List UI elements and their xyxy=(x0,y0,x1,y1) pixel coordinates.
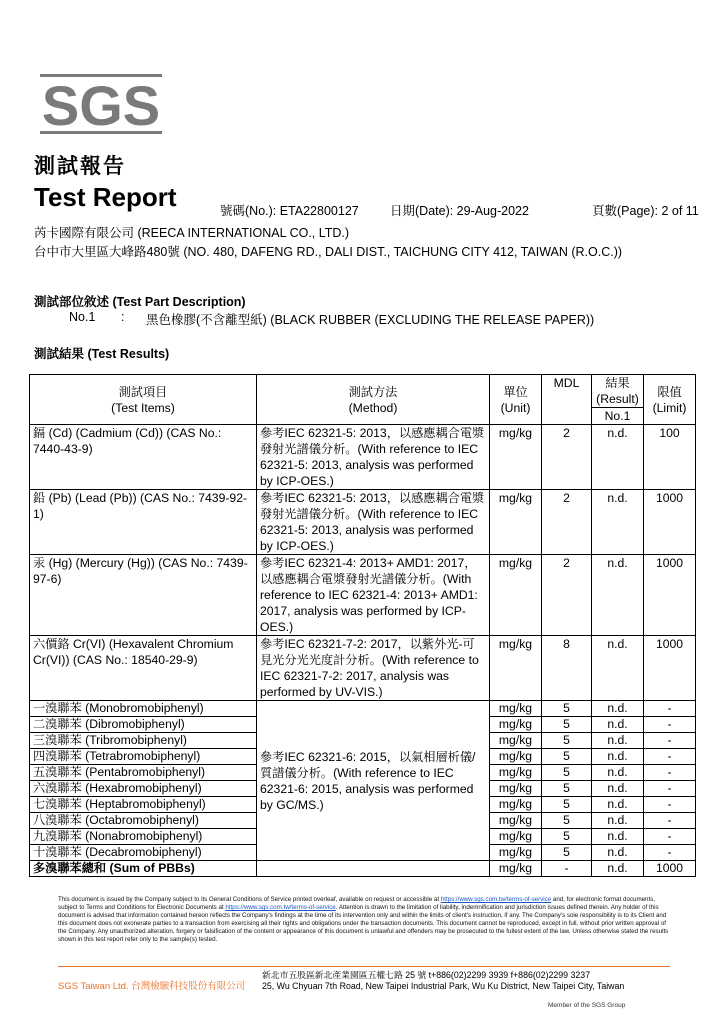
cell-item: 一溴聯苯 (Monobromobiphenyl) xyxy=(30,701,257,717)
cell-limit: - xyxy=(644,781,696,797)
cell-mdl: 5 xyxy=(542,781,592,797)
cell-limit: - xyxy=(644,829,696,845)
cell-method-empty xyxy=(257,861,490,877)
header-method-zh: 測試方法 xyxy=(348,384,398,399)
cell-method: 參考IEC 62321-7-2: 2017，以紫外光-可見光分光光度計分析。(With reference to IEC 62321-7-2: 2017, analysis was performed by UV-VIS.) xyxy=(257,636,490,701)
header-result-no: No.1 xyxy=(592,408,644,425)
header-unit-en: (Unit) xyxy=(500,400,531,415)
cell-mdl: 2 xyxy=(542,555,592,636)
cell-mdl: 5 xyxy=(542,813,592,829)
cell-pbb-method: 參考IEC 62321-6: 2015，以氣相層析儀/質譜儀分析。(With reference to IEC 62321-6: 2015, analysis was performed by GC/MS.) xyxy=(257,701,490,861)
cell-result: n.d. xyxy=(592,490,644,555)
cell-result: n.d. xyxy=(592,861,644,877)
cell-result: n.d. xyxy=(592,765,644,781)
header-mdl: MDL xyxy=(542,375,592,425)
test-results-heading: 測試結果 (Test Results) xyxy=(34,347,170,361)
cell-mdl: 2 xyxy=(542,425,592,490)
header-test-items xyxy=(30,375,257,425)
report-date: 日期(Date): 29-Aug-2022 xyxy=(390,204,529,218)
cell-method: 參考IEC 62321-5: 2013，以感應耦合電漿發射光譜儀分析。(With reference to IEC 62321-5: 2013, analysis was performed by ICP-OES.) xyxy=(257,425,490,490)
cell-result: n.d. xyxy=(592,717,644,733)
footer-note-3: . Attention is drawn to the limitation of liability, indemnification and jurisdiction issues defined therein. Any holder of this document is advised that information contained hereon reflects the Company's findings at the time of its intervention only and within the limits of client's instruction, if any. The Company's sole responsibility is to its Client and this document does not exonerate parties to a transaction from exercising all their rights and obligations under the transaction documents. This document cannot be reproduced, except in full, without prior written approval of the Company. Any unauthorized alteration, forgery or falsification of the content or appearance of this document is unlawful and offenders may be prosecuted to the fullest extent of the law. Unless otherwise stated the results shown in this test report refer only to the sample(s) tested. xyxy=(58,903,669,943)
cell-limit: - xyxy=(644,813,696,829)
cell-limit: 1000 xyxy=(644,555,696,636)
footer-address-en: 25, Wu Chyuan 7th Road, New Taipei Industrial Park, Wu Ku District, New Taipei City, Taiwan xyxy=(262,981,625,991)
cell-result: n.d. xyxy=(592,797,644,813)
table-row-hexavalent-chromium xyxy=(30,636,696,701)
header-method-en: (Method) xyxy=(348,400,398,415)
cell-unit: mg/kg xyxy=(490,829,542,845)
terms-link-2[interactable]: https://www.sgs.com.tw/terms-of-service xyxy=(225,903,336,911)
cell-unit: mg/kg xyxy=(490,845,542,861)
footer-disclaimer xyxy=(58,896,670,943)
cell-result: n.d. xyxy=(592,749,644,765)
cell-unit: mg/kg xyxy=(490,701,542,717)
cell-item: 四溴聯苯 (Tetrabromobiphenyl) xyxy=(30,749,257,765)
sgs-logo xyxy=(40,70,162,136)
table-row-pbb-sum xyxy=(30,861,696,877)
cell-unit: mg/kg xyxy=(490,490,542,555)
cell-item: 六價鉻 Cr(VI) (Hexavalent Chromium Cr(VI)) (CAS No.: 18540-29-9) xyxy=(30,636,257,701)
cell-mdl: 2 xyxy=(542,490,592,555)
cell-item: 七溴聯苯 (Heptabromobiphenyl) xyxy=(30,797,257,813)
header-unit-zh: 單位 xyxy=(503,384,528,399)
sgs-logo-mark xyxy=(40,70,162,136)
cell-mdl: 5 xyxy=(542,717,592,733)
table-row-pbb xyxy=(30,701,696,717)
cell-limit: - xyxy=(644,701,696,717)
page-number: 頁數(Page): 2 of 11 xyxy=(592,204,699,218)
cell-mdl: - xyxy=(542,861,592,877)
company-name: 芮卡國際有限公司 (REECA INTERNATIONAL CO., LTD.) xyxy=(34,226,350,240)
cell-mdl: 5 xyxy=(542,829,592,845)
cell-result: n.d. xyxy=(592,701,644,717)
cell-result: n.d. xyxy=(592,781,644,797)
cell-method: 參考IEC 62321-5: 2013，以感應耦合電漿發射光譜儀分析。(With reference to IEC 62321-5: 2013, analysis was performed by ICP-OES.) xyxy=(257,490,490,555)
cell-item: 五溴聯苯 (Pentabromobiphenyl) xyxy=(30,765,257,781)
cell-limit: - xyxy=(644,749,696,765)
cell-result: n.d. xyxy=(592,636,644,701)
cell-result: n.d. xyxy=(592,733,644,749)
header-result xyxy=(592,375,644,408)
cell-limit: 1000 xyxy=(644,490,696,555)
cell-result: n.d. xyxy=(592,845,644,861)
cell-limit: - xyxy=(644,717,696,733)
cell-mdl: 5 xyxy=(542,845,592,861)
cell-item: 二溴聯苯 (Dibromobiphenyl) xyxy=(30,717,257,733)
header-limit-zh: 限值 xyxy=(657,384,682,399)
footer-note-2: and, for electronic format documents, subject to Terms and Conditions for Electronic Documents at xyxy=(58,896,656,911)
title-en: Test Report xyxy=(34,182,177,212)
header-limit-en: (Limit) xyxy=(652,400,687,415)
table-header-row xyxy=(30,375,696,408)
cell-unit: mg/kg xyxy=(490,797,542,813)
cell-result: n.d. xyxy=(592,829,644,845)
cell-unit: mg/kg xyxy=(490,781,542,797)
cell-item: 九溴聯苯 (Nonabromobiphenyl) xyxy=(30,829,257,845)
header-unit xyxy=(490,375,542,425)
cell-unit: mg/kg xyxy=(490,861,542,877)
footer-divider xyxy=(58,966,670,967)
part-colon: : xyxy=(121,310,125,324)
cell-unit: mg/kg xyxy=(490,555,542,636)
table-row-mercury xyxy=(30,555,696,636)
member-of-sgs: Member of the SGS Group xyxy=(548,1002,626,1009)
cell-mdl: 5 xyxy=(542,797,592,813)
cell-unit: mg/kg xyxy=(490,765,542,781)
footer-note-1: This document is issued by the Company subject to its General Conditions of Service printed overleaf, available on request or accessible at xyxy=(58,896,441,903)
cell-item: 三溴聯苯 (Tribromobiphenyl) xyxy=(30,733,257,749)
cell-limit: 1000 xyxy=(644,861,696,877)
cell-mdl: 5 xyxy=(542,701,592,717)
header-method xyxy=(257,375,490,425)
cell-item: 六溴聯苯 (Hexabromobiphenyl) xyxy=(30,781,257,797)
cell-mdl: 5 xyxy=(542,749,592,765)
table-row-cadmium xyxy=(30,425,696,490)
cell-item: 十溴聯苯 (Decabromobiphenyl) xyxy=(30,845,257,861)
terms-link-1[interactable]: https://www.sgs.com.tw/terms-of-service xyxy=(440,896,552,903)
title-zh: 測試報告 xyxy=(34,155,126,178)
logo-text: SGS xyxy=(41,74,161,136)
cell-item: 鎘 (Cd) (Cadmium (Cd)) (CAS No.: 7440-43-9) xyxy=(30,425,257,490)
sgs-taiwan-name: SGS Taiwan Ltd. 台灣檢驗科技股份有限公司 xyxy=(58,981,246,992)
cell-unit: mg/kg xyxy=(490,749,542,765)
cell-limit: 100 xyxy=(644,425,696,490)
company-address: 台中市大里區大峰路480號 (NO. 480, DAFENG RD., DALI DIST., TAICHUNG CITY 412, TAIWAN (R.O.C.)) xyxy=(34,245,623,259)
header-result-en: (Result) xyxy=(596,392,639,406)
cell-mdl: 5 xyxy=(542,733,592,749)
cell-limit: - xyxy=(644,797,696,813)
cell-unit: mg/kg xyxy=(490,733,542,749)
cell-item: 八溴聯苯 (Octabromobiphenyl) xyxy=(30,813,257,829)
cell-unit: mg/kg xyxy=(490,425,542,490)
cell-unit: mg/kg xyxy=(490,636,542,701)
results-table xyxy=(29,374,696,877)
part-no: No.1 xyxy=(69,310,96,324)
cell-result: n.d. xyxy=(592,555,644,636)
footer-address-zh: 新北市五股區新北產業園區五權七路 25 號 t+886(02)2299 3939 f+886(02)2299 3237 xyxy=(262,970,591,980)
cell-result: n.d. xyxy=(592,813,644,829)
cell-item: 汞 (Hg) (Mercury (Hg)) (CAS No.: 7439-97-6) xyxy=(30,555,257,636)
cell-mdl: 8 xyxy=(542,636,592,701)
cell-limit: - xyxy=(644,845,696,861)
cell-limit: 1000 xyxy=(644,636,696,701)
cell-unit: mg/kg xyxy=(490,813,542,829)
report-number: 號碼(No.): ETA22800127 xyxy=(220,204,359,218)
cell-method: 參考IEC 62321-4: 2013+ AMD1: 2017，以感應耦合電漿發射光譜儀分析。(With reference to IEC 62321-4: 2013+ AMD1: 2017, analysis was performed by ICP-OES.) xyxy=(257,555,490,636)
header-item-en: (Test Items) xyxy=(111,400,175,415)
header-limit xyxy=(644,375,696,425)
cell-item: 多溴聯苯總和 (Sum of PBBs) xyxy=(30,861,257,877)
cell-limit: - xyxy=(644,733,696,749)
cell-item: 鉛 (Pb) (Lead (Pb)) (CAS No.: 7439-92-1) xyxy=(30,490,257,555)
part-description-heading: 測試部位敘述 (Test Part Description) xyxy=(34,295,246,309)
cell-limit: - xyxy=(644,765,696,781)
cell-result: n.d. xyxy=(592,425,644,490)
cell-unit: mg/kg xyxy=(490,717,542,733)
header-item-zh: 測試項目 xyxy=(118,384,168,399)
part-description-text: 黑色橡膠(不含離型紙) (BLACK RUBBER (EXCLUDING THE RELEASE PAPER)) xyxy=(146,313,595,327)
header-result-zh: 結果 xyxy=(605,376,630,390)
table-row-lead xyxy=(30,490,696,555)
cell-mdl: 5 xyxy=(542,765,592,781)
